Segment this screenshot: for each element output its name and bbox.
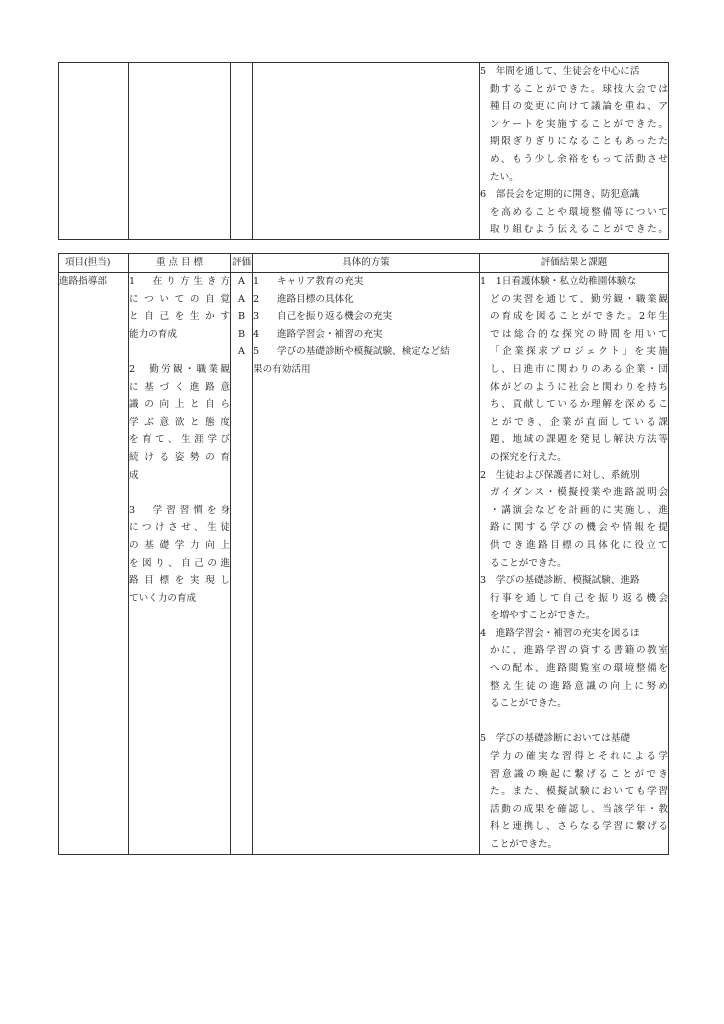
header-results: 評価結果と課題	[480, 254, 669, 273]
text-line: の探究を行えた。	[490, 451, 567, 463]
text-line: 題、地域の課題を発見し解決方法等	[490, 434, 668, 446]
results-cell	[480, 273, 669, 855]
paragraph-gap	[480, 713, 668, 731]
measure-number: 2	[253, 293, 260, 305]
result-item-3	[480, 572, 668, 625]
measure-number: 4	[253, 328, 260, 340]
text-line: し、日進市に関わりのある企業・団	[490, 363, 668, 375]
text-line: ち、貢献しているか理解を深めるこ	[490, 399, 668, 411]
text-line: たい。	[490, 171, 519, 183]
result-item-6-previous	[480, 186, 668, 239]
table-header-row	[59, 254, 669, 273]
text-line: どの実習を通じて、勤労観・職業観	[490, 293, 668, 305]
goal-3	[129, 502, 230, 608]
table-row	[59, 273, 669, 855]
eval-grade-4: B	[237, 328, 246, 340]
text-line: 体がどのように社会と関わりを持ち	[490, 381, 668, 393]
text-line: ことができた。	[490, 839, 558, 850]
text-line: た。また、模擬試験においても学習	[490, 786, 668, 798]
eval-grade-2: A	[238, 293, 245, 305]
text-line: 動することができた。球技大会では	[490, 83, 668, 95]
eval-cell	[231, 273, 253, 855]
text-line: かに、進路学習の資する書籍の教室	[490, 645, 668, 657]
result-item-1	[480, 273, 668, 467]
text-line: 種目の変更に向けて議論を重ね、ア	[490, 101, 668, 113]
text-line: 整え生徒の進路意識の向上に努め	[490, 680, 668, 692]
text-line: 5 学びの基礎診断においては基礎	[480, 733, 631, 745]
text-line: 1 1日看護体験・私立幼稚園体験な	[480, 276, 637, 287]
result-item-2	[480, 467, 668, 573]
measure-number: 5	[253, 346, 260, 358]
header-eval: 評価	[231, 254, 253, 273]
text-line: ンケートを実施することができた。	[490, 118, 668, 130]
eval-grade-3: B	[237, 311, 246, 323]
text-line: に基づく進路意	[129, 381, 230, 393]
text-line: 路に関する学びの機会や情報を提	[490, 522, 668, 534]
text-line: 3 学習習慣を身	[129, 504, 230, 516]
measure-2	[253, 291, 479, 309]
text-line: 識の向上と自ら	[129, 399, 230, 411]
measure-text: 進路学習会・補習の充実	[277, 328, 383, 340]
text-line: 続ける姿勢の育	[129, 451, 230, 463]
text-line: 6 部長会を定期的に開き、防犯意識	[480, 189, 640, 201]
text-line: 期限ぎりぎりになることもあったた	[490, 136, 668, 148]
measure-5-continued: 果の有効活用	[253, 363, 311, 375]
text-line: 3 学びの基礎診断、模擬試験、進路	[480, 575, 640, 587]
continuation-results-cell	[480, 63, 669, 240]
goal-2	[129, 361, 230, 484]
measure-text: 自己を振り返る機会の充実	[277, 311, 393, 323]
measure-number: 1	[253, 276, 260, 287]
text-line: 成	[129, 469, 139, 481]
text-line: 習意識の喚起に繋げることができ	[490, 768, 668, 780]
eval-grade-1: A	[238, 276, 245, 287]
result-item-4	[480, 625, 668, 713]
continuation-measures-cell	[253, 63, 480, 240]
text-line: 能力の育成	[129, 328, 177, 340]
header-goals: 重 点 目 標	[129, 254, 231, 273]
text-line: と自己を生かす	[129, 311, 230, 323]
text-line: 2 勤労観・職業観	[129, 363, 230, 375]
text-line: 路目標を実現し	[129, 575, 230, 587]
text-line: では総合的な探究の時間を用いて	[490, 328, 668, 340]
header-item: 項目(担当)	[59, 254, 129, 273]
text-line: につけさせ、生徒	[129, 522, 230, 534]
text-line: とができ、企業が直面している課	[490, 416, 668, 428]
text-line: ていく力の育成	[129, 592, 197, 604]
text-line: 行事を通して自己を振り返る機会	[490, 592, 668, 604]
goal-1	[129, 273, 230, 343]
continuation-table	[58, 62, 669, 240]
text-line: 「企業探求プロジェクト」を実施	[490, 346, 668, 358]
measure-number: 3	[253, 311, 260, 323]
measure-text: 進路目標の具体化	[277, 293, 354, 305]
continuation-item-cell	[59, 63, 129, 240]
measure-3	[253, 308, 479, 326]
text-line: 1 在り方生き方	[129, 276, 230, 287]
text-line: 取り組むよう伝えることができた。	[490, 224, 668, 236]
measure-text: キャリア教育の充実	[277, 276, 364, 287]
text-line: を増やすことができた。	[490, 610, 596, 622]
item-cell: 進路指導部	[59, 273, 129, 855]
text-line: の基礎学力向上	[129, 539, 230, 551]
text-line: 2 生徒および保護者に対し、系統別	[480, 469, 640, 481]
text-line: を育て、生涯学び	[129, 434, 230, 446]
goals-cell	[129, 273, 231, 855]
measure-1	[253, 273, 479, 291]
text-line: の育成を図ることができた。2年生	[490, 311, 668, 323]
text-line: 供でき進路目標の具体化に役立て	[490, 539, 668, 551]
text-line: ガイダンス・模擬授業や進路説明会	[490, 487, 668, 499]
text-line: め、もう少し余裕をもって活動させ	[490, 153, 668, 165]
text-line: を図り、自己の進	[129, 557, 230, 569]
text-line: ・講演会などを計画的に実施し、進	[490, 504, 668, 516]
text-line: 学力の確実な習得とそれによる学	[490, 751, 668, 763]
measure-text: 学びの基礎診断や模擬試験、検定など結	[277, 346, 450, 358]
text-line: についての自覚	[129, 293, 230, 305]
text-line: を高めることや環境整備等について	[490, 206, 668, 218]
measure-5	[253, 343, 479, 361]
text-line: ることができた。	[490, 698, 567, 710]
text-line: 4 進路学習会・補習の充実を図るほ	[480, 627, 640, 639]
continuation-row	[59, 63, 669, 240]
text-line: 学ぶ意欲と態度	[129, 416, 230, 428]
text-line: 5 年間を通して、生徒会を中心に活	[480, 66, 640, 77]
text-line: 活動の成果を確認し、当該学年・教	[490, 803, 668, 815]
result-item-5	[480, 730, 668, 853]
text-line: 科と連携し、さらなる学習に繋げる	[490, 821, 668, 833]
result-item-5-previous	[480, 63, 668, 186]
continuation-eval-cell	[231, 63, 253, 240]
header-measures: 具体的方策	[253, 254, 480, 273]
evaluation-table	[58, 253, 669, 855]
measures-cell	[253, 273, 480, 855]
text-line: ることができた。	[490, 557, 567, 569]
continuation-goals-cell	[129, 63, 231, 240]
eval-grade-5: A	[238, 346, 245, 358]
measure-4	[253, 326, 479, 344]
text-line: への配本、進路閲覧室の環境整備を	[490, 663, 668, 675]
